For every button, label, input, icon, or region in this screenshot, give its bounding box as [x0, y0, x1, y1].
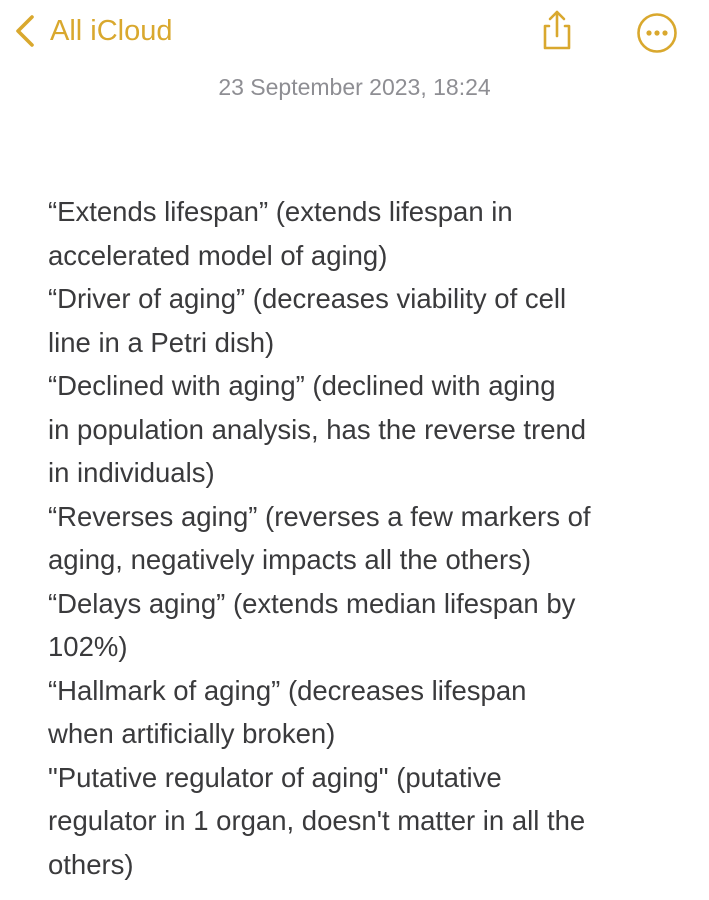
note-line: accelerated model of aging)	[48, 239, 388, 271]
chevron-left-icon	[14, 14, 36, 48]
note-line: “Hallmark of aging” (decreases lifespan	[48, 674, 527, 706]
share-icon	[534, 8, 578, 52]
note-body[interactable]	[48, 190, 688, 886]
note-line: 102%)	[48, 631, 128, 662]
note-line: in individuals)	[48, 457, 215, 488]
note-line: “Driver of aging” (decreases viability of cell	[48, 283, 567, 314]
note-line: line in a Petri dish)	[48, 326, 275, 358]
note-line: aging, negatively impacts all the others)	[48, 544, 532, 575]
note-line: others)	[48, 848, 134, 880]
note-date: 23 September 2023, 18:24	[218, 74, 491, 100]
back-button-label: All iCloud	[50, 14, 173, 47]
note-line: “Delays aging” (extends median lifespan by	[48, 587, 576, 619]
ellipsis-circle-icon	[636, 12, 678, 54]
note-line: “Reverses aging” (reverses a few markers of	[48, 500, 591, 532]
back-button[interactable]	[14, 10, 173, 52]
share-button[interactable]	[534, 8, 578, 52]
note-line: when artificially broken)	[48, 718, 336, 749]
more-options-button[interactable]	[636, 12, 678, 54]
note-line: “Declined with aging” (declined with aging	[48, 370, 556, 401]
note-line: “Extends lifespan” (extends lifespan in	[48, 196, 513, 227]
note-line: "Putative regulator of aging" (putative	[48, 761, 502, 793]
note-line: regulator in 1 organ, doesn't matter in all the	[48, 805, 586, 836]
navigation-bar	[0, 0, 709, 64]
note-line: in population analysis, has the reverse trend	[48, 413, 587, 445]
